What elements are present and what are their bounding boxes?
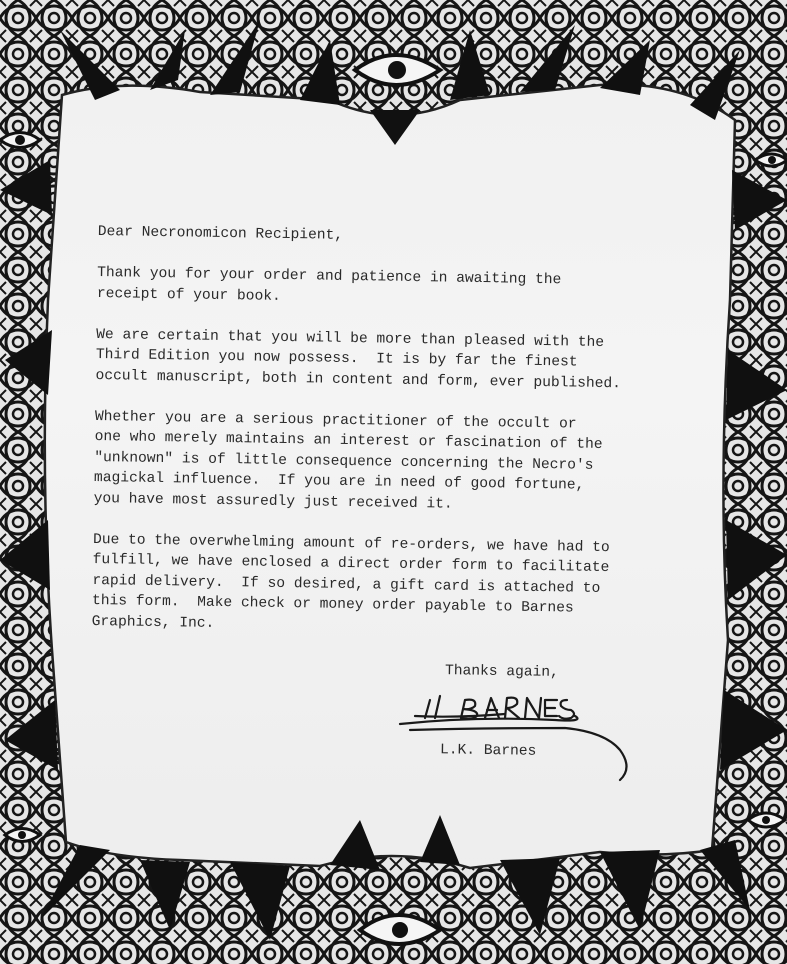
paragraph-line: Thank you for your order and patience in awaiting the xyxy=(97,264,562,289)
signer-name: L.K. Barnes xyxy=(439,742,537,760)
paragraph-line: receipt of your book. xyxy=(96,285,281,305)
paragraph-line: "unknown" is of little consequence concerning the Necro's xyxy=(94,449,594,474)
paragraph-line: this form. Make check or money order payable to Barnes xyxy=(91,592,574,617)
paragraph-line: Due to the overwhelming amount of re-orders, we have had to xyxy=(92,531,610,556)
paragraph-line: fulfill, we have enclosed a direct order form to facilitate xyxy=(92,551,610,577)
paragraph-3 xyxy=(93,406,695,518)
paragraph-line: occult manuscript, both in content and form, ever published. xyxy=(95,367,622,392)
paragraph-line: Whether you are a serious practitioner of the occult or xyxy=(94,408,577,433)
paragraph-2 xyxy=(95,324,696,395)
paragraph-line: Third Edition you now possess. It is by far the finest xyxy=(95,346,578,371)
paragraph-line: magickal influence. If you are in need of good fortune, xyxy=(93,469,585,494)
paragraph-line: rapid delivery. If so desired, a gift card is attached to xyxy=(92,572,601,597)
letter-body xyxy=(91,222,698,662)
paragraph-line: you have most assuredly just received it. xyxy=(93,490,453,513)
paragraph-4 xyxy=(92,529,694,641)
salutation: Dear Necronomicon Recipient, xyxy=(97,223,344,244)
closing: Thanks again, xyxy=(444,663,559,681)
paragraph-line: one who merely maintains an interest or fascination of the xyxy=(94,428,603,453)
signature xyxy=(395,688,640,788)
paragraph-line: We are certain that you will be more than pleased with the xyxy=(96,326,605,351)
paragraph-1 xyxy=(97,263,698,313)
paragraph-line: Graphics, Inc. xyxy=(91,613,215,632)
